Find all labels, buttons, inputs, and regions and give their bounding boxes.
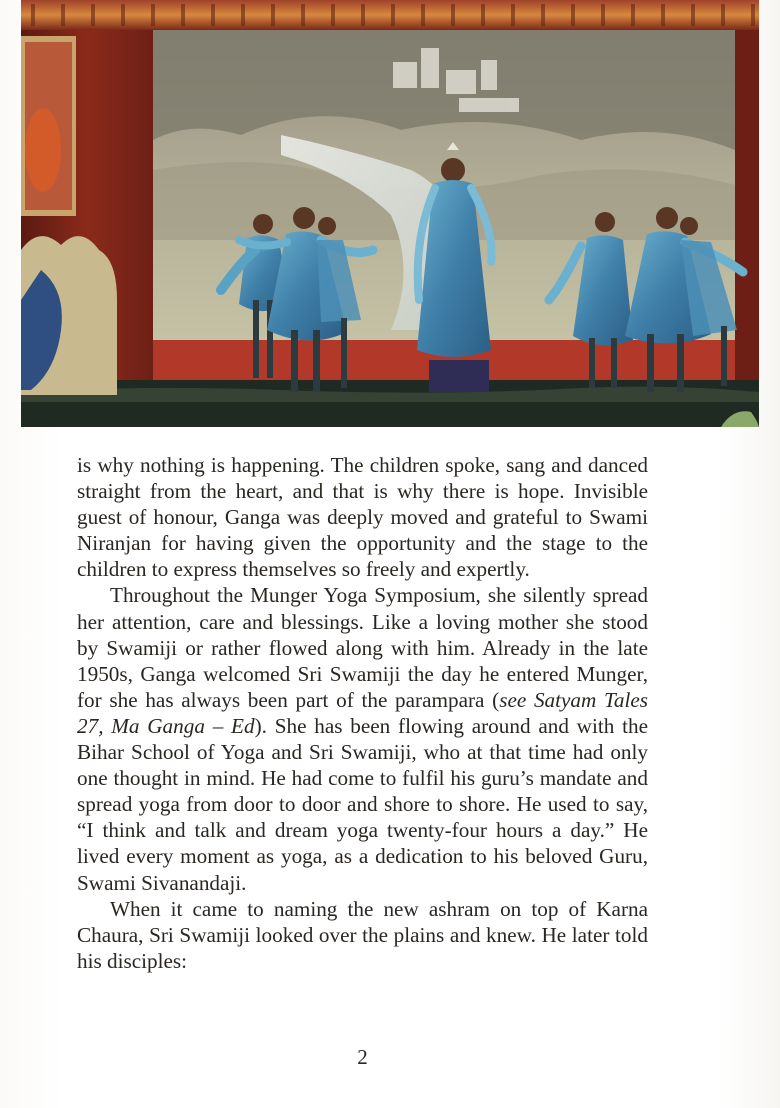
paragraph: [77, 582, 648, 895]
paragraph: [77, 896, 648, 974]
paragraph: [77, 452, 648, 582]
body-text: [77, 452, 648, 974]
italic-reference: see Satyam Tales 27, Ma Ganga – Ed: [77, 687, 648, 738]
text-segment: When it came to naming the new ashram on top of Karna Chaura, Sri Swamiji looked over the plains and knew. He later told his disciples:: [77, 896, 648, 973]
page-number: 2: [357, 1045, 368, 1069]
text-segment: is why nothing is happening. The children spoke, sang and danced straight from the heart, and that is why there is hope. Invisible guest of honour, Ganga was deeply moved and grateful to Swami Niranjan for having given the opportunity and the stage to the children to express themselves so freely and expertly.: [77, 453, 648, 582]
text-segment: Throughout the Munger Yoga Symposium, she silently spread her attention, care and blessings. Like a loving mother she stood by Swamiji or rather flowed along with him. Already in the late 1950s, Ganga welcomed Sri Swamiji the day he entered Munger, for she has always been part of the parampara (: [77, 583, 648, 712]
text-segment: ). She has been flowing around and with the Bihar School of Yoga and Sri Swamiji, who at that time had only one thought in mind. He had come to fulfil his guru’s mandate and spread yoga from door to door and shore to shore. He used to say, “I think and talk and dream yoga twenty-four hours a day.” He lived every moment as yoga, as a dedication to his beloved Guru, Swami Sivanandaji.: [77, 713, 648, 895]
stage-dance-photo: [21, 0, 759, 427]
